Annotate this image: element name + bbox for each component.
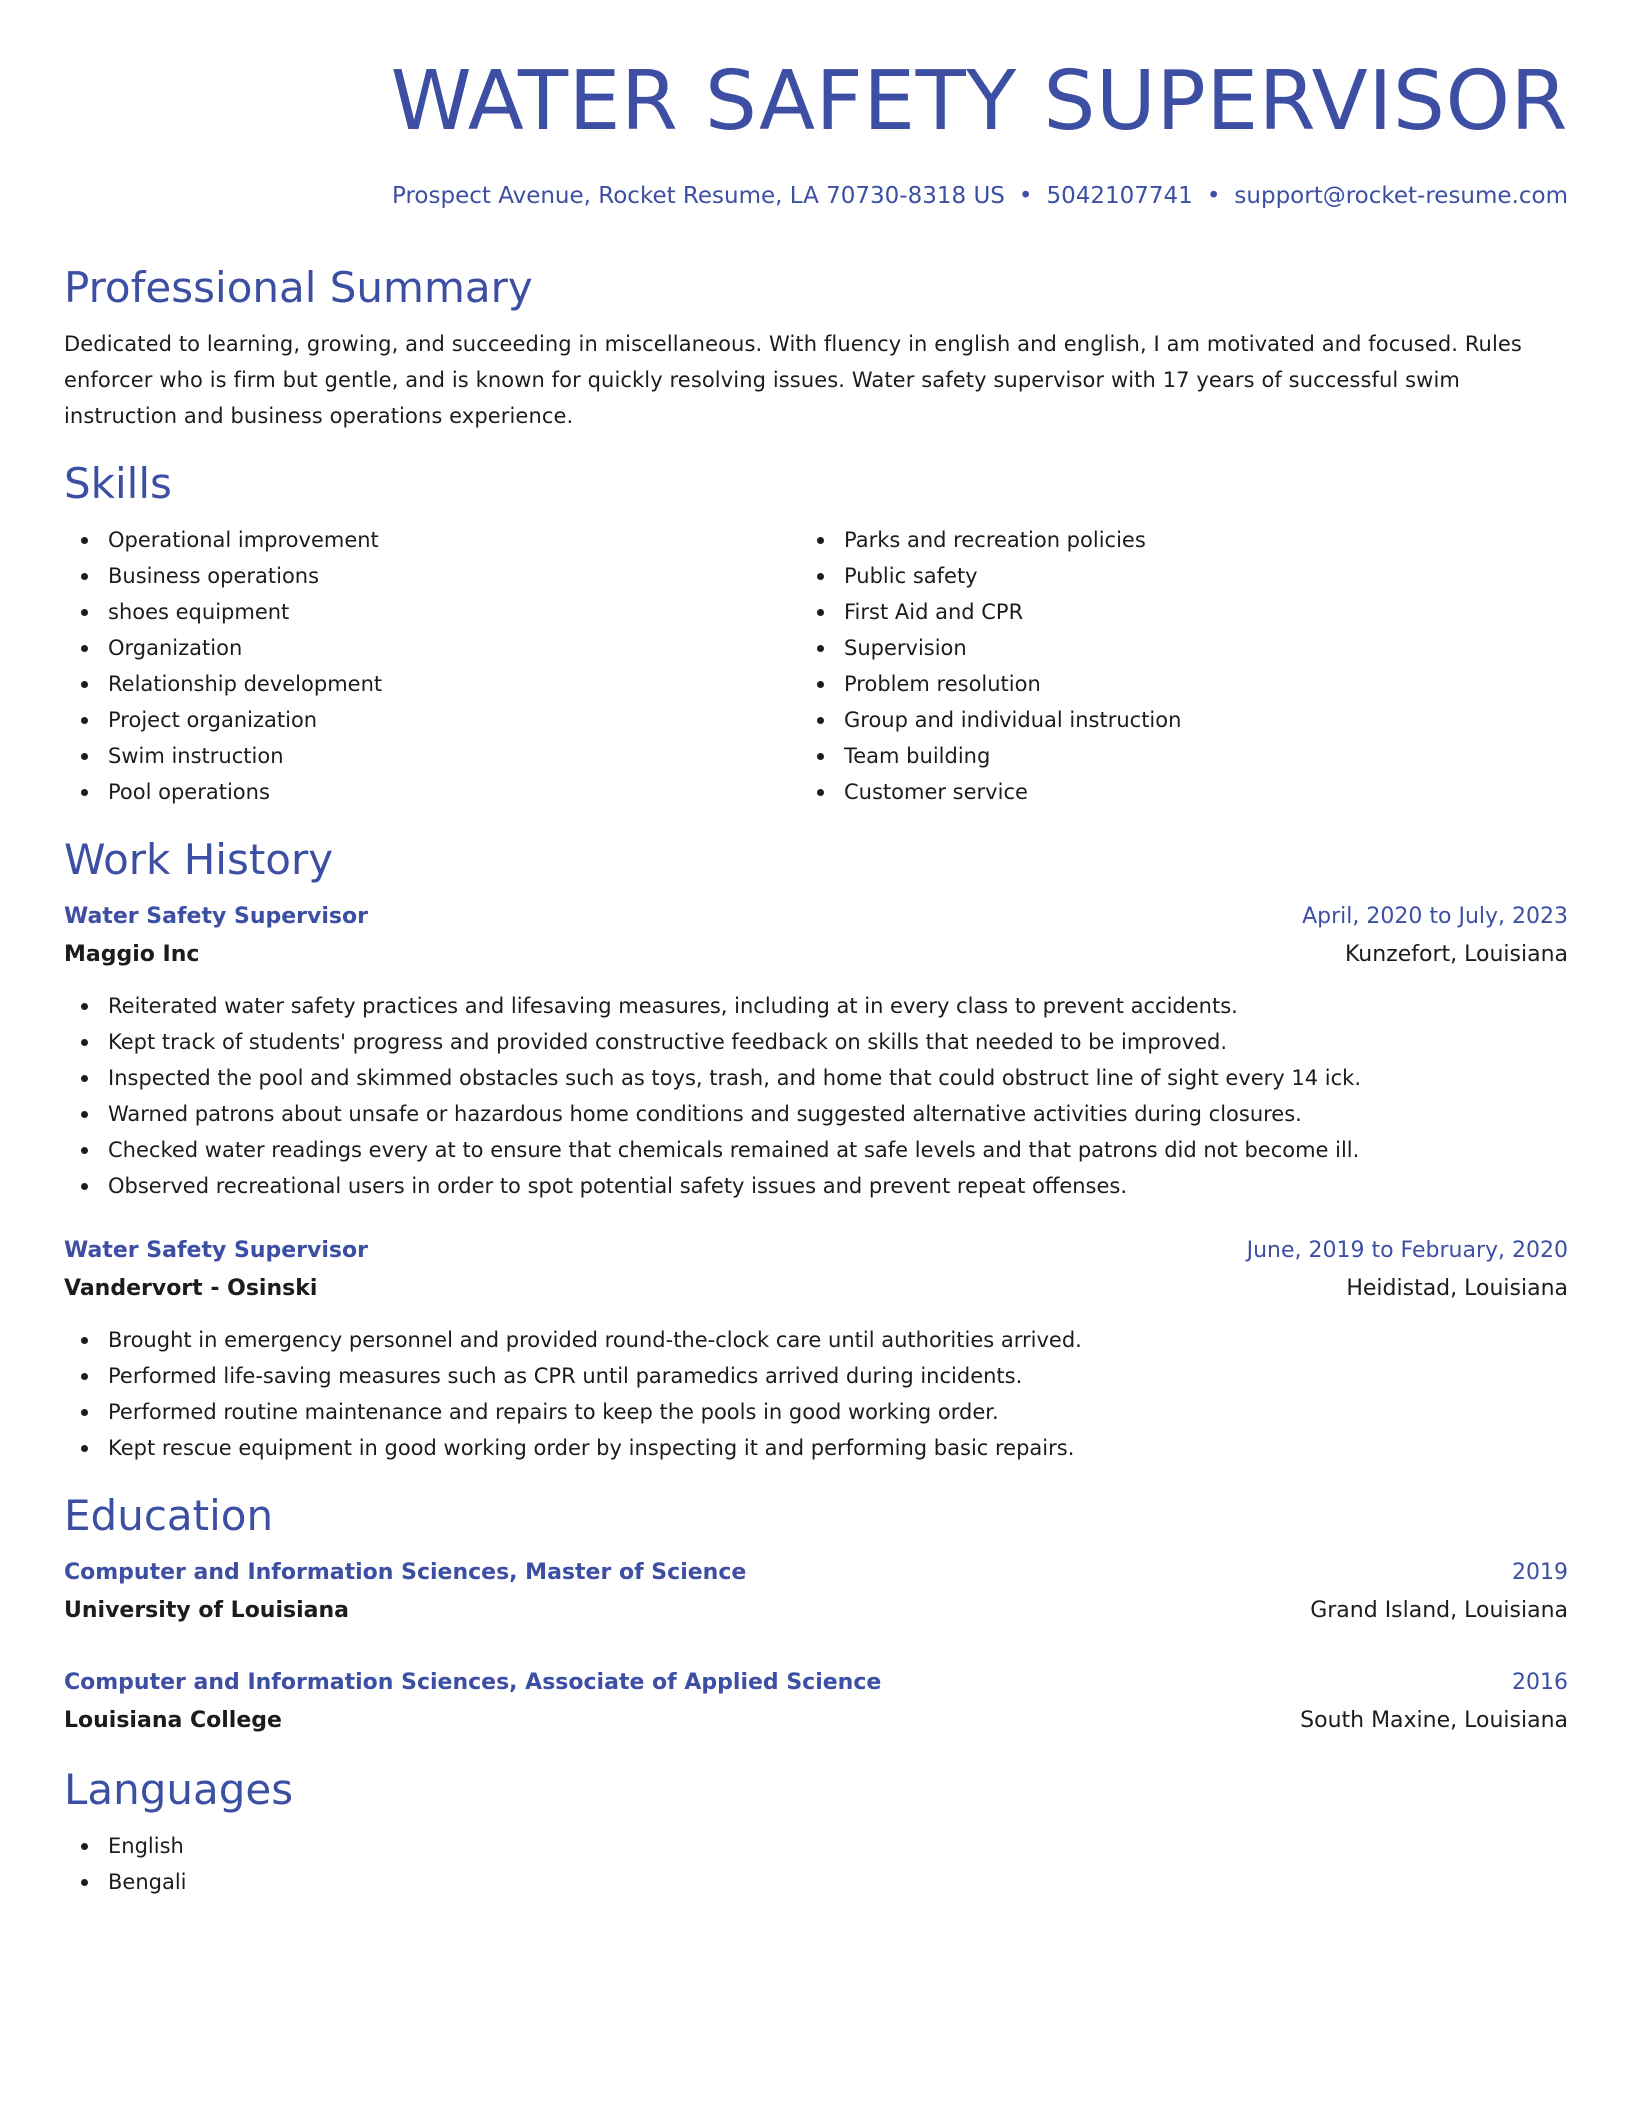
candidate-name: WATER SAFETY SUPERVISOR xyxy=(390,54,1568,149)
resume-body xyxy=(64,258,1568,1900)
graduation-year: 2019 xyxy=(1512,1560,1568,1585)
summary-text: Dedicated to learning, growing, and succeeding in miscellaneous. With fluency in english and english, I am motivated and focused. Rules enforcer who is firm but gentle, and is known for quickly resolving issues. Water safety supervisor with 17 years of successful swim instruction and business operations experience. xyxy=(64,332,1522,428)
job-company-row xyxy=(64,1270,1568,1308)
skills-heading: Skills xyxy=(64,459,172,508)
job-bullet: Checked water readings every at to ensure that chemicals remained at safe levels and that patrons did not become ill. xyxy=(64,1132,1568,1168)
education-entry xyxy=(64,1554,1568,1630)
skill-item: Swim instruction xyxy=(64,738,800,774)
school-name: Louisiana College xyxy=(64,1708,282,1733)
job-location: Kunzefort, Louisiana xyxy=(1344,942,1568,967)
skill-item: Operational improvement xyxy=(64,522,800,558)
separator-dot: • xyxy=(1018,183,1033,209)
skill-item: Problem resolution xyxy=(800,666,1536,702)
skill-item: Supervision xyxy=(800,630,1536,666)
school-location: Grand Island, Louisiana xyxy=(1310,1598,1568,1623)
skill-item: Pool operations xyxy=(64,774,800,810)
job-dates: April, 2020 to July, 2023 xyxy=(1302,904,1568,929)
job-bullet: Kept rescue equipment in good working order by inspecting it and performing basic repairs. xyxy=(64,1430,1568,1466)
company-name: Maggio Inc xyxy=(64,942,200,967)
skill-item: Team building xyxy=(800,738,1536,774)
education-section xyxy=(64,1486,1568,1740)
skill-item: Parks and recreation policies xyxy=(800,522,1536,558)
skills-columns xyxy=(64,522,1568,810)
job-location: Heidistad, Louisiana xyxy=(1346,1276,1568,1301)
contact-line xyxy=(392,180,1568,212)
summary-section xyxy=(64,258,1568,434)
job-bullet: Observed recreational users in order to spot potential safety issues and prevent repeat offenses. xyxy=(64,1168,1568,1204)
job-bullet: Inspected the pool and skimmed obstacles such as toys, trash, and home that could obstruct line of sight every 14 ick. xyxy=(64,1060,1568,1096)
job-dates: June, 2019 to February, 2020 xyxy=(1246,1238,1568,1263)
separator-dot: • xyxy=(1206,183,1221,209)
skill-item: Public safety xyxy=(800,558,1536,594)
job-bullet: Reiterated water safety practices and lifesaving measures, including at in every class to prevent accidents. xyxy=(64,988,1568,1024)
degree-title: Computer and Information Sciences, Associate of Applied Science xyxy=(64,1670,882,1695)
job-entry xyxy=(64,1232,1568,1466)
skill-item: Project organization xyxy=(64,702,800,738)
skill-item: Organization xyxy=(64,630,800,666)
education-header-row xyxy=(64,1554,1568,1592)
job-header-row xyxy=(64,1232,1568,1270)
degree-title: Computer and Information Sciences, Master of Science xyxy=(64,1560,747,1585)
work-history-heading: Work History xyxy=(64,835,334,884)
languages-list xyxy=(64,1828,1568,1900)
languages-heading: Languages xyxy=(64,1765,294,1814)
address-text: Prospect Avenue, Rocket Resume, LA 70730-8318 US xyxy=(392,183,1005,209)
skill-item: Business operations xyxy=(64,558,800,594)
education-school-row xyxy=(64,1702,1568,1740)
company-name: Vandervort - Osinski xyxy=(64,1276,318,1301)
skills-left-list xyxy=(64,522,800,810)
job-bullet: Performed routine maintenance and repairs to keep the pools in good working order. xyxy=(64,1394,1568,1430)
skill-item: Relationship development xyxy=(64,666,800,702)
job-bullets xyxy=(64,1322,1568,1466)
education-header-row xyxy=(64,1664,1568,1702)
language-item: Bengali xyxy=(64,1864,1568,1900)
skills-section xyxy=(64,454,1568,810)
phone-text[interactable]: 5042107741 xyxy=(1046,183,1193,209)
school-location: South Maxine, Louisiana xyxy=(1300,1708,1568,1733)
job-bullet: Kept track of students' progress and provided constructive feedback on skills that needed to be improved. xyxy=(64,1024,1568,1060)
education-entry xyxy=(64,1664,1568,1740)
job-title: Water Safety Supervisor xyxy=(64,1238,368,1263)
work-history-section xyxy=(64,830,1568,1466)
skill-item: First Aid and CPR xyxy=(800,594,1536,630)
job-bullet: Performed life-saving measures such as CPR until paramedics arrived during incidents. xyxy=(64,1358,1568,1394)
languages-section xyxy=(64,1760,1568,1900)
education-heading: Education xyxy=(64,1491,274,1540)
job-bullet: Warned patrons about unsafe or hazardous home conditions and suggested alternative activities during closures. xyxy=(64,1096,1568,1132)
skill-item: shoes equipment xyxy=(64,594,800,630)
job-entry xyxy=(64,898,1568,1204)
graduation-year: 2016 xyxy=(1512,1670,1568,1695)
job-header-row xyxy=(64,898,1568,936)
job-company-row xyxy=(64,936,1568,974)
skills-right-list xyxy=(800,522,1536,810)
school-name: University of Louisiana xyxy=(64,1598,350,1623)
job-title: Water Safety Supervisor xyxy=(64,904,368,929)
job-bullet: Brought in emergency personnel and provided round-the-clock care until authorities arrived. xyxy=(64,1322,1568,1358)
email-link[interactable]: support@rocket-resume.com xyxy=(1234,183,1568,209)
summary-heading: Professional Summary xyxy=(64,263,533,312)
education-school-row xyxy=(64,1592,1568,1630)
language-item: English xyxy=(64,1828,1568,1864)
skill-item: Customer service xyxy=(800,774,1536,810)
job-bullets xyxy=(64,988,1568,1204)
skill-item: Group and individual instruction xyxy=(800,702,1536,738)
